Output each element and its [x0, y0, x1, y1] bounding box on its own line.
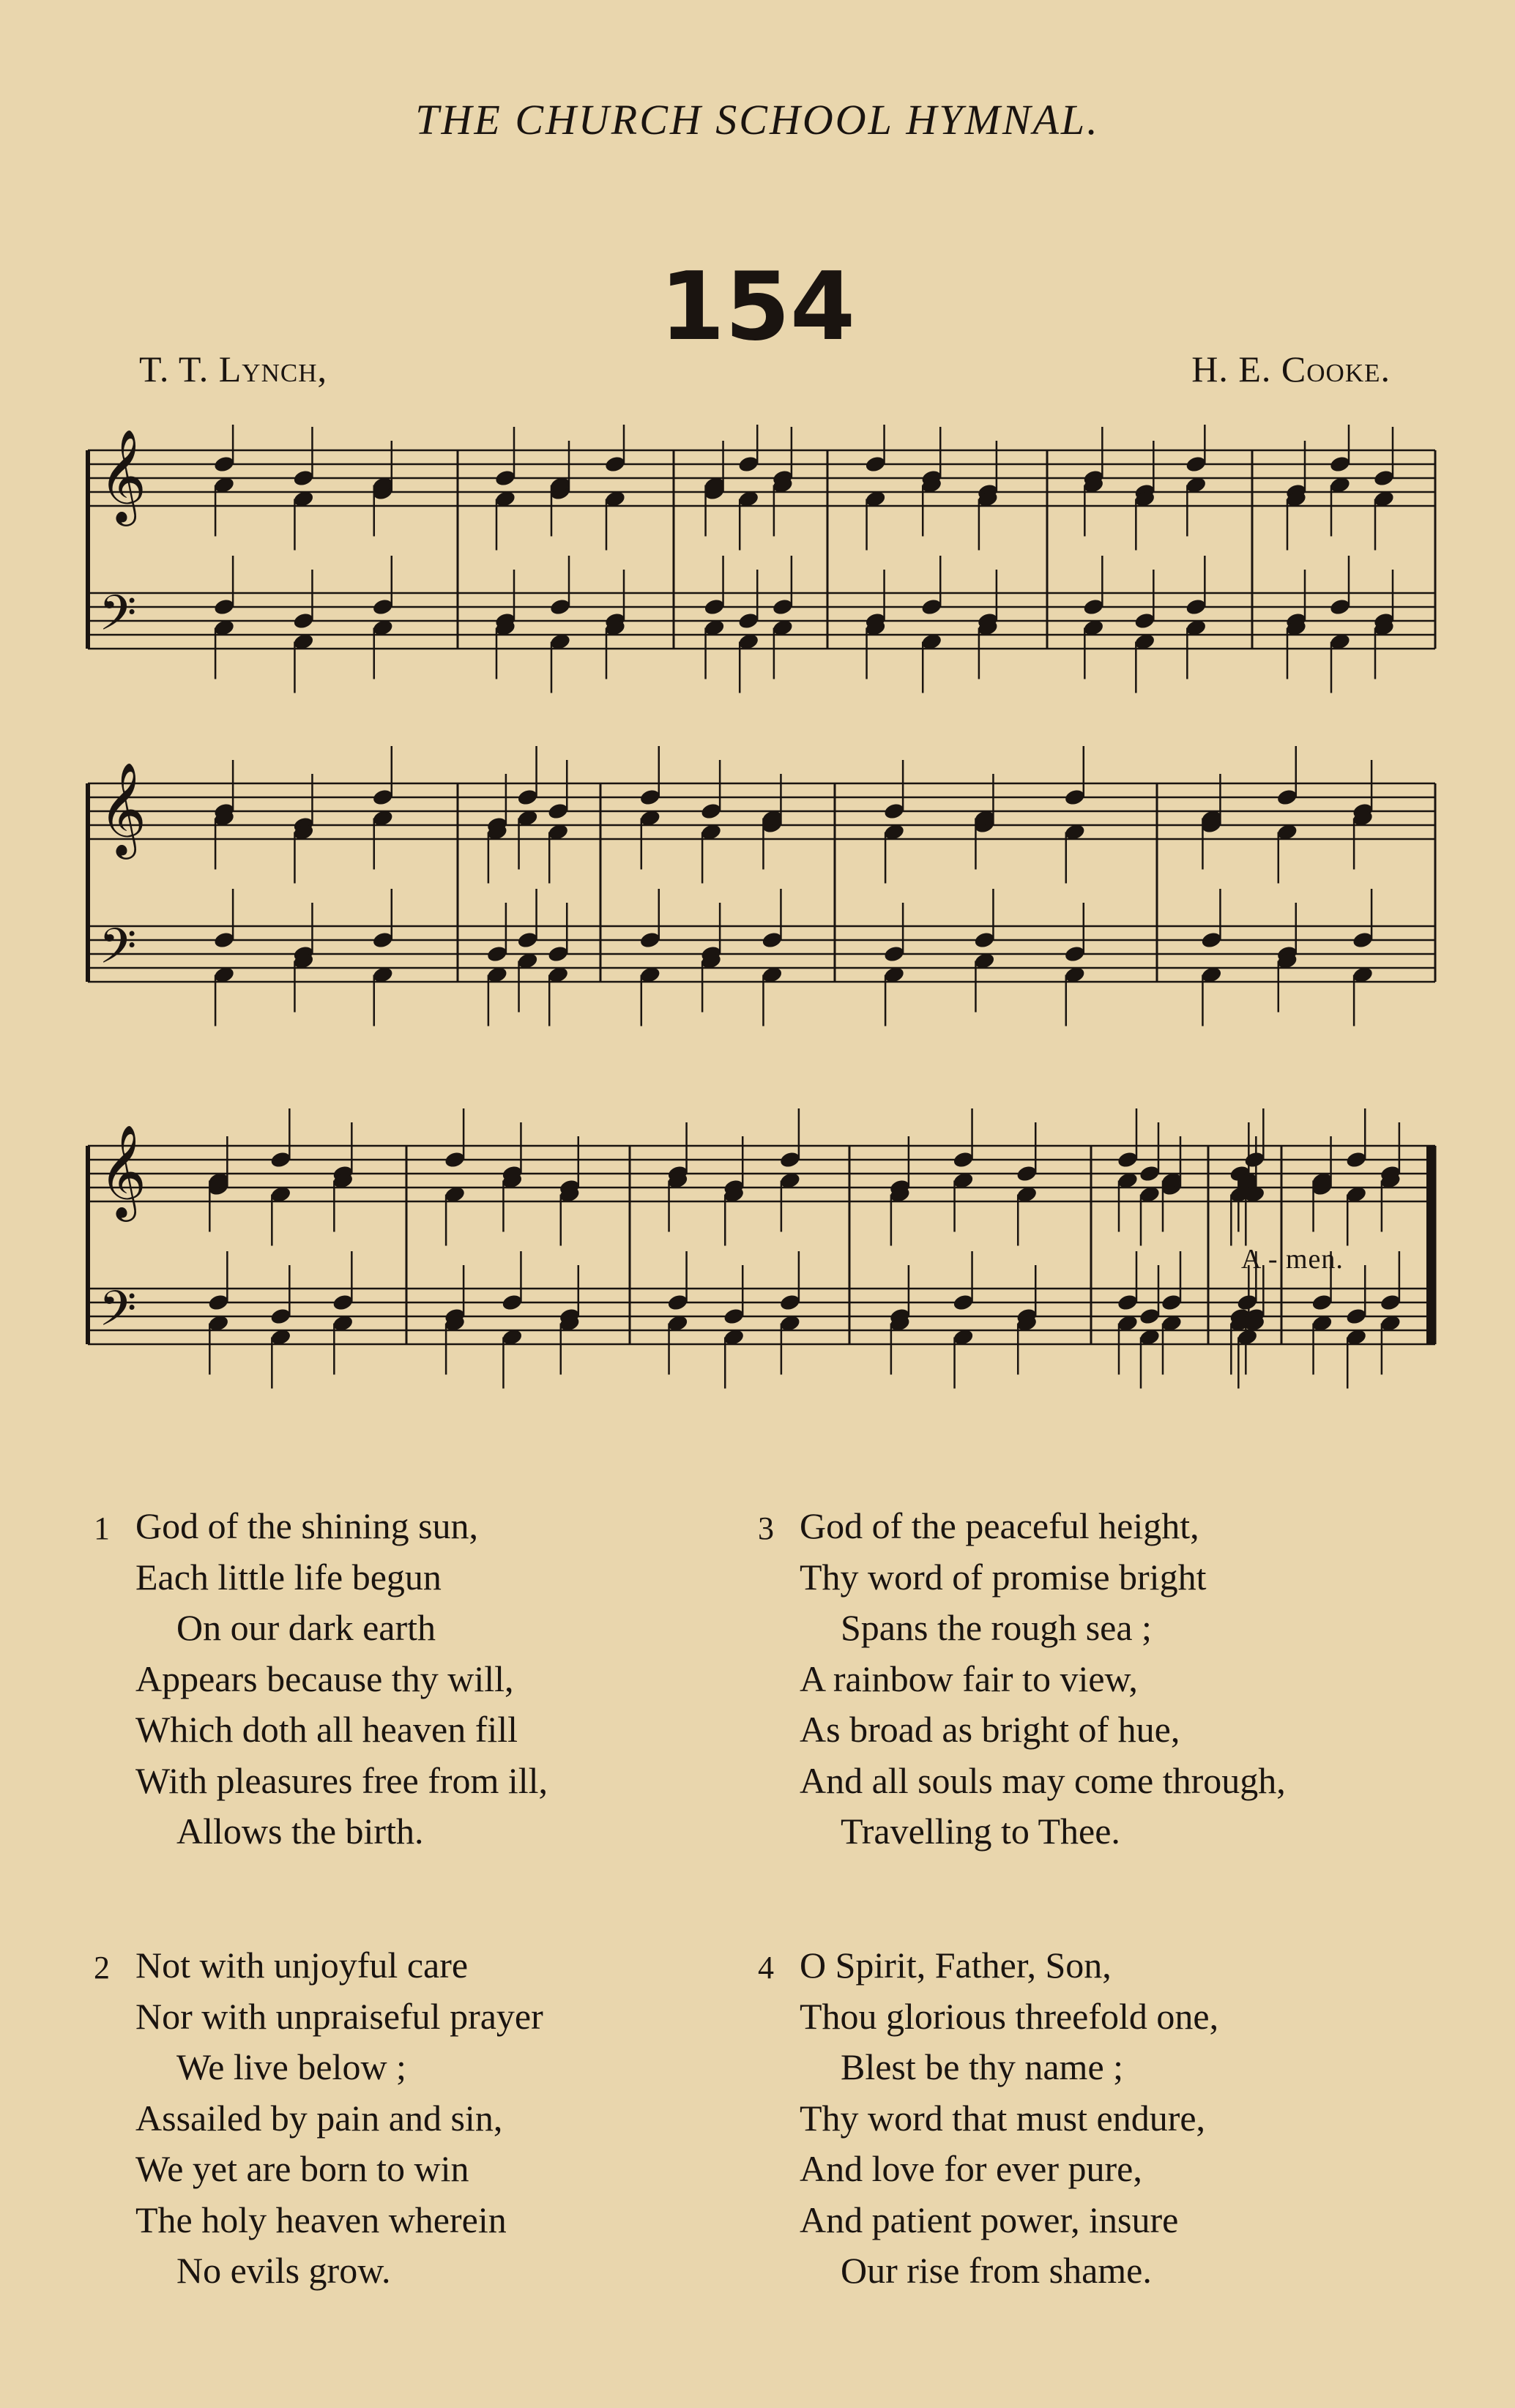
note-head — [494, 469, 517, 488]
note-head — [1063, 788, 1086, 807]
verse-line: O Spirit, Father, Son, — [800, 1945, 1112, 1986]
note-head — [371, 597, 394, 616]
note-head — [486, 944, 509, 963]
note-head — [332, 1293, 354, 1312]
verse-1 — [135, 1501, 548, 1857]
verse-number-4: 4 — [758, 1950, 774, 1986]
note-head — [1352, 931, 1374, 950]
verse-line: Which doth all heaven fill — [135, 1709, 518, 1750]
note-head — [761, 931, 783, 950]
note-head — [973, 931, 996, 950]
note-head — [516, 931, 539, 950]
verse-line: Appears because thy will, — [135, 1658, 514, 1699]
note-head — [1329, 455, 1352, 474]
verse-line: We yet are born to win — [135, 2148, 469, 2189]
verse-line: As broad as bright of hue, — [800, 1709, 1180, 1750]
note-head — [920, 597, 943, 616]
note-head — [213, 931, 236, 950]
hymn-number: 154 — [659, 253, 856, 362]
verse-line: Thou glorious threefold one, — [800, 1995, 1219, 2037]
note-head — [292, 611, 315, 630]
note-head — [1276, 788, 1298, 807]
note-head — [883, 944, 906, 963]
note-head — [1380, 1293, 1402, 1312]
note-head — [1185, 455, 1207, 474]
note-head — [952, 1150, 975, 1169]
verse-line: Nor with unpraiseful prayer — [135, 1995, 543, 2037]
verse-line: Travelling to Thee. — [841, 1811, 1120, 1852]
verse-4 — [800, 1940, 1218, 2297]
final-bar — [1426, 1146, 1435, 1344]
bass-clef-icon: 𝄢 — [99, 585, 137, 653]
note-head — [444, 1150, 466, 1169]
note-head — [371, 931, 394, 950]
note-head — [371, 788, 394, 807]
note-head — [501, 1293, 524, 1312]
verse-2 — [135, 1940, 543, 2297]
note-head — [1063, 944, 1086, 963]
note-head — [213, 455, 236, 474]
treble-clef-icon: 𝄞 — [99, 761, 147, 855]
note-head — [1139, 1307, 1161, 1326]
note-head — [737, 455, 760, 474]
verse-line: Thy word of promise bright — [800, 1556, 1207, 1598]
verse-number-3: 3 — [758, 1510, 774, 1546]
verse-3 — [800, 1501, 1286, 1857]
note-head — [1329, 597, 1352, 616]
note-head — [1373, 469, 1396, 488]
verse-line: God of the shining sun, — [135, 1505, 479, 1546]
running-head: THE CHURCH SCHOOL HYMNAL. — [415, 96, 1100, 143]
bass-clef-icon: 𝄢 — [99, 918, 137, 986]
note-head — [883, 802, 906, 821]
note-head — [1117, 1293, 1139, 1312]
note-head — [737, 611, 760, 630]
verse-number-1: 1 — [94, 1510, 110, 1546]
note-head — [269, 1150, 292, 1169]
verse-number-2: 2 — [94, 1950, 110, 1986]
note-head — [1161, 1293, 1183, 1312]
note-head — [1117, 1150, 1139, 1169]
note-head — [516, 788, 539, 807]
verse-line: No evils grow. — [176, 2250, 391, 2291]
verse-line: Thy word that must endure, — [800, 2097, 1206, 2139]
verse-line: God of the peaceful height, — [800, 1505, 1199, 1546]
note-head — [1311, 1293, 1333, 1312]
note-head — [1200, 931, 1223, 950]
verse-line: Blest be thy name ; — [841, 2046, 1124, 2087]
verse-line: Assailed by pain and sin, — [135, 2097, 503, 2139]
note-head — [269, 1307, 292, 1326]
note-head — [1082, 597, 1105, 616]
verse-line: And patient power, insure — [800, 2199, 1179, 2240]
note-head — [1345, 1307, 1368, 1326]
note-head — [952, 1293, 975, 1312]
note-head — [666, 1293, 689, 1312]
verse-line: Each little life begun — [135, 1556, 442, 1598]
treble-clef-icon: 𝄞 — [99, 1124, 147, 1218]
note-head — [703, 597, 726, 616]
verse-line: With pleasures free from ill, — [135, 1759, 548, 1801]
verse-line: On our dark earth — [176, 1607, 436, 1648]
note-head — [1185, 597, 1207, 616]
verse-line: Spans the rough sea ; — [841, 1607, 1152, 1648]
note-head — [604, 455, 627, 474]
treble-clef-icon: 𝄞 — [99, 428, 147, 522]
verse-line: And love for ever pure, — [800, 2148, 1142, 2189]
note-head — [1236, 1293, 1259, 1312]
amen-lyric: A - men. — [1241, 1244, 1344, 1275]
note-head — [779, 1293, 802, 1312]
verse-line: The holy heaven wherein — [135, 2199, 507, 2240]
verse-line: Allows the birth. — [176, 1811, 424, 1852]
note-head — [779, 1150, 802, 1169]
note-head — [1016, 1164, 1038, 1183]
note-head — [213, 597, 236, 616]
note-head — [864, 455, 887, 474]
note-head — [1134, 611, 1156, 630]
note-head — [639, 931, 661, 950]
staff-systems — [88, 425, 1435, 1389]
note-head — [1345, 1150, 1368, 1169]
verse-line: We live below ; — [176, 2046, 406, 2087]
note-head — [700, 802, 723, 821]
bass-clef-icon: 𝄢 — [99, 1281, 137, 1349]
note-head — [1243, 1150, 1266, 1169]
note-head — [1139, 1164, 1161, 1183]
verse-line: Not with unjoyful care — [135, 1945, 469, 1986]
note-head — [292, 469, 315, 488]
note-head — [639, 788, 661, 807]
composer-credit: H. E. Cooke. — [1191, 348, 1391, 389]
verse-line: Our rise from shame. — [841, 2250, 1152, 2291]
music-score — [81, 425, 1443, 1435]
note-head — [549, 597, 572, 616]
note-head — [547, 802, 570, 821]
author-credit: T. T. Lynch, — [139, 348, 327, 389]
note-head — [772, 597, 794, 616]
note-head — [547, 944, 570, 963]
note-head — [207, 1293, 230, 1312]
note-head — [723, 1307, 745, 1326]
verse-line: And all souls may come through, — [800, 1759, 1286, 1801]
verse-line: A rainbow fair to view, — [800, 1658, 1138, 1699]
